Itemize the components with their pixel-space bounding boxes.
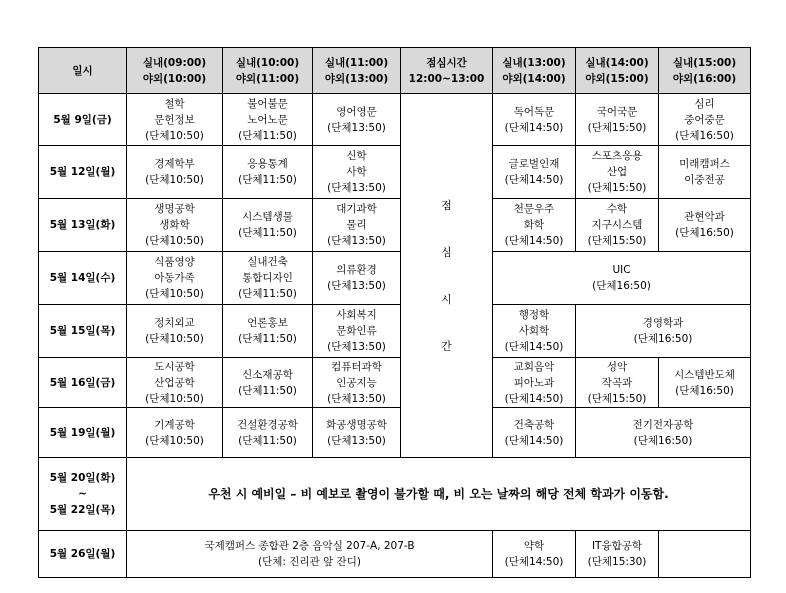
cell-1000: 건설환경공학 (단체11:50)	[223, 408, 313, 458]
schedule-table	[38, 47, 751, 578]
cell-0900: 도시공학 산업공학 (단체10:50)	[127, 358, 223, 408]
cell-1300: 교회음악 피아노과 (단체14:50)	[493, 358, 576, 408]
cell-1500: 시스템반도체 (단체16:50)	[659, 358, 751, 408]
header-col-1400: 실내(14:00) 야외(15:00)	[576, 48, 659, 94]
cell-1500: 관현악과 (단체16:50)	[659, 199, 751, 252]
header-date: 일시	[39, 48, 127, 94]
cell-1300: 독어독문 (단체14:50)	[493, 94, 576, 146]
row-may15	[39, 305, 751, 358]
cell-1100: 신학 사학 (단체13:50)	[313, 146, 401, 199]
cell-1300: 글로벌인재 (단체14:50)	[493, 146, 576, 199]
row-may14	[39, 252, 751, 305]
cell-1000: 언론홍보 (단체11:50)	[223, 305, 313, 358]
cell-1100: 사회복지 문화인류 (단체13:50)	[313, 305, 401, 358]
date-cell: 5월 13일(화)	[39, 199, 127, 252]
cell-1100: 화공생명공학 (단체13:50)	[313, 408, 401, 458]
cell-0900: 경제학부 (단체10:50)	[127, 146, 223, 199]
header-col-1300: 실내(13:00) 야외(14:00)	[493, 48, 576, 94]
row-may12	[39, 146, 751, 199]
cell-1400: 수학 지구시스템 (단체15:50)	[576, 199, 659, 252]
cell-1000: 시스템생물 (단체11:50)	[223, 199, 313, 252]
date-cell: 5월 9일(금)	[39, 94, 127, 146]
cell-1400: 스포츠응용 산업 (단체15:50)	[576, 146, 659, 199]
header-row	[39, 48, 751, 94]
row-may20-22	[39, 458, 751, 531]
cell-1300: 천문우주 화학 (단체14:50)	[493, 199, 576, 252]
cell-uic-span: UIC (단체16:50)	[493, 252, 751, 305]
row-may9	[39, 94, 751, 146]
header-col-lunch: 점심시간 12:00~13:00	[401, 48, 493, 94]
cell-1300: 약학 (단체14:50)	[493, 531, 576, 578]
header-col-0900: 실내(09:00) 야외(10:00)	[127, 48, 223, 94]
cell-0900: 철학 문헌정보 (단체10:50)	[127, 94, 223, 146]
cell-1100: 영어영문 (단체13:50)	[313, 94, 401, 146]
cell-international-campus: 국제캠퍼스 종합관 2층 음악실 207-A, 207-B (단체: 진리관 앞 잔디)	[127, 531, 493, 578]
date-cell: 5월 15일(목)	[39, 305, 127, 358]
date-cell: 5월 20일(화) ~ 5월 22일(목)	[39, 458, 127, 531]
row-may19	[39, 408, 751, 458]
date-cell: 5월 12일(월)	[39, 146, 127, 199]
cell-0900: 기계공학 (단체10:50)	[127, 408, 223, 458]
cell-1100: 의류환경 (단체13:50)	[313, 252, 401, 305]
cell-1100: 대기과학 물리 (단체13:50)	[313, 199, 401, 252]
lunch-column: 점 심 시 간	[401, 94, 493, 458]
cell-1300: 건축공학 (단체14:50)	[493, 408, 576, 458]
cell-1000: 응용통계 (단체11:50)	[223, 146, 313, 199]
cell-1300: 행정학 사회학 (단체14:50)	[493, 305, 576, 358]
header-col-1000: 실내(10:00) 야외(11:00)	[223, 48, 313, 94]
row-may13	[39, 199, 751, 252]
rain-notice: 우천 시 예비일 – 비 예보로 촬영이 불가할 때, 비 오는 날짜의 해당 전체 학과가 이동함.	[127, 458, 751, 531]
cell-1100: 컴퓨터과학 인공지능 (단체13:50)	[313, 358, 401, 408]
header-col-1500: 실내(15:00) 야외(16:00)	[659, 48, 751, 94]
date-cell: 5월 26일(월)	[39, 531, 127, 578]
cell-0900: 식품영양 아동가족 (단체10:50)	[127, 252, 223, 305]
date-cell: 5월 19일(월)	[39, 408, 127, 458]
cell-0900: 생명공학 생화학 (단체10:50)	[127, 199, 223, 252]
date-cell: 5월 14일(수)	[39, 252, 127, 305]
cell-1500: 심리 중어중문 (단체16:50)	[659, 94, 751, 146]
cell-1400: 국어국문 (단체15:50)	[576, 94, 659, 146]
row-may16	[39, 358, 751, 408]
date-cell: 5월 16일(금)	[39, 358, 127, 408]
cell-1000: 실내건축 통합디자인 (단체11:50)	[223, 252, 313, 305]
header-col-1100: 실내(11:00) 야외(13:00)	[313, 48, 401, 94]
cell-1400: IT융합공학 (단체15:30)	[576, 531, 659, 578]
cell-1000: 신소재공학 (단체11:50)	[223, 358, 313, 408]
cell-business-span: 경영학과 (단체16:50)	[576, 305, 751, 358]
cell-electrical-span: 전기전자공학 (단체16:50)	[576, 408, 751, 458]
cell-0900: 정치외교 (단체10:50)	[127, 305, 223, 358]
row-may26	[39, 531, 751, 578]
cell-1500-empty	[659, 531, 751, 578]
cell-1500: 미래캠퍼스 이중전공	[659, 146, 751, 199]
cell-1400: 성악 작곡과 (단체15:50)	[576, 358, 659, 408]
cell-1000: 불어불문 노어노문 (단체11:50)	[223, 94, 313, 146]
